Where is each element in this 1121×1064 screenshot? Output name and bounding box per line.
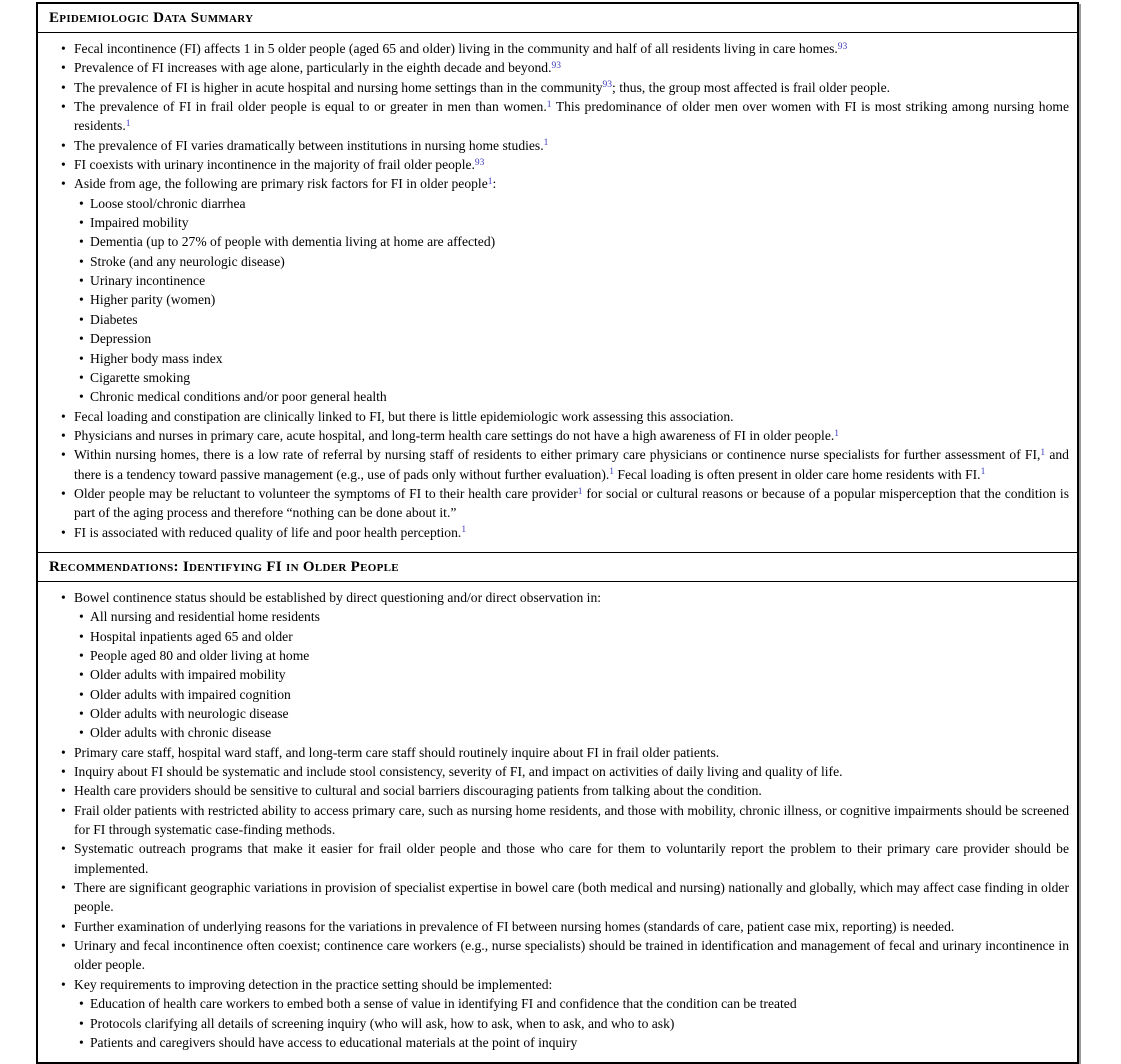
bullet-item: • Higher body mass index	[38, 349, 1069, 368]
bullet-item: • Cigarette smoking	[38, 368, 1069, 387]
reference-link[interactable]: 1	[125, 119, 131, 130]
bullet-item: • Older people may be reluctant to volunteer the symptoms of FI to their health care provider$^1$ for social or cultural reasons or because of a popular misperception that the condition is part of the aging process and therefore “nothing can be done about it.”	[38, 484, 1069, 523]
bullet-item: • Prevalence of FI increases with age alone, particularly in the eighth decade and beyond.$^{93}$	[38, 58, 1069, 77]
bullet-item: • Older adults with chronic disease	[38, 723, 1069, 742]
bullet-item: • The prevalence of FI is higher in acute hospital and nursing home settings than in the community$^{93}$; thus, the group most affected is frail older people.	[38, 78, 1069, 97]
bullet-item: • Aside from age, the following are primary risk factors for FI in older people$^1$:	[38, 174, 1069, 193]
bullet-item: • FI coexists with urinary incontinence in the majority of frail older people.$^{93}$	[38, 155, 1069, 174]
section-body	[38, 33, 1077, 552]
bullet-item: • Stroke (and any neurologic disease)	[38, 252, 1069, 271]
bullet-item: • Patients and caregivers should have access to educational materials at the point of inquiry	[38, 1033, 1069, 1052]
bullet-item: • Frail older patients with restricted ability to access primary care, such as nursing home residents, and those with mobility, chronic illness, or cognitive impairments should be screened for FI through systematic case-finding methods.	[38, 801, 1069, 840]
bullet-item: • Urinary incontinence	[38, 271, 1069, 290]
bullet-item: • Impaired mobility	[38, 213, 1069, 232]
section-body	[38, 582, 1077, 1062]
bullet-item: • All nursing and residential home residents	[38, 607, 1069, 626]
reference-link[interactable]: 1	[980, 467, 986, 478]
sections-container	[38, 4, 1077, 1062]
bullet-item: • Primary care staff, hospital ward staff, and long-term care staff should routinely inquire about FI in frail older patients.	[38, 743, 1069, 762]
section-header	[38, 552, 1077, 582]
bullet-item: • Loose stool/chronic diarrhea	[38, 194, 1069, 213]
bullet-item: • There are significant geographic variations in provision of specialist expertise in bowel care (both medical and nursing) nationally and globally, which may affect case finding in older people.	[38, 878, 1069, 917]
bullet-item: • Older adults with impaired mobility	[38, 665, 1069, 684]
reference-link[interactable]: 1	[609, 467, 615, 478]
bullet-item: • Physicians and nurses in primary care, acute hospital, and long-term health care settings do not have a high awareness of FI in older people.$^1$	[38, 426, 1069, 445]
reference-link[interactable]: 1	[577, 486, 583, 497]
bullet-item: • Key requirements to improving detection in the practice setting should be implemented:	[38, 975, 1069, 994]
bullet-item: • Older adults with neurologic disease	[38, 704, 1069, 723]
section-1	[38, 4, 1077, 552]
reference-link[interactable]: 1	[487, 177, 493, 188]
bullet-item: • Higher parity (women)	[38, 290, 1069, 309]
reference-link[interactable]: 1	[461, 525, 467, 536]
reference-link[interactable]: 93	[602, 80, 613, 91]
bullet-item: • Older adults with impaired cognition	[38, 685, 1069, 704]
bullet-item: • Diabetes	[38, 310, 1069, 329]
bullet-item: • Urinary and fecal incontinence often coexist; continence care workers (e.g., nurse specialists) should be trained in identification and management of fecal and urinary incontinence in older people.	[38, 936, 1069, 975]
bullet-item: • The prevalence of FI varies dramatically between institutions in nursing home studies.$^1$	[38, 136, 1069, 155]
reference-link[interactable]: 1	[1040, 447, 1046, 458]
bullet-item: • FI is associated with reduced quality of life and poor health perception.$^1$	[38, 523, 1069, 542]
bullet-item: • People aged 80 and older living at home	[38, 646, 1069, 665]
bullet-list	[38, 39, 1069, 542]
bullet-item: • Education of health care workers to embed both a sense of value in identifying FI and confidence that the condition can be treated	[38, 994, 1069, 1013]
reference-link[interactable]: 1	[834, 428, 840, 439]
bullet-item: • Within nursing homes, there is a low rate of referral by nursing staff of residents to either primary care physicians or continence nurse specialists for further assessment of FI,$^1$ and there is a tendency toward passive management (e.g., use of pads only without further evaluation).$^1$ Fecal loading is often present in older care home residents with FI.$^1$	[38, 445, 1069, 484]
reference-link[interactable]: 93	[551, 61, 561, 72]
section-title: Epidemiologic Data Summary	[49, 10, 254, 26]
section-2	[38, 552, 1077, 1062]
clinical-guideline-table	[36, 2, 1079, 1064]
bullet-item: • Fecal loading and constipation are clinically linked to FI, but there is little epidemiologic work assessing this association.	[38, 407, 1069, 426]
section-header	[38, 4, 1077, 33]
section-title: Recommendations: Identifying FI in Older People	[49, 558, 399, 575]
bullet-item: • Fecal incontinence (FI) affects 1 in 5 older people (aged 65 and older) living in the community and half of all residents living in care homes.$^{93}$	[38, 39, 1069, 58]
bullet-item: • Protocols clarifying all details of screening inquiry (who will ask, how to ask, when to ask, and who to ask)	[38, 1014, 1069, 1033]
bullet-item: • Depression	[38, 329, 1069, 348]
reference-link[interactable]: 93	[474, 157, 485, 168]
bullet-item: • The prevalence of FI in frail older people is equal to or greater in men than women.$^1$ This predominance of older men over women with FI is most striking among nursing home residents.$^1$	[38, 97, 1069, 136]
bullet-item: • Systematic outreach programs that make it easier for frail older people and those who care for them to voluntarily report the problem to their primary care provider should be implemented.	[38, 839, 1069, 878]
bullet-item: • Bowel continence status should be established by direct questioning and/or direct observation in:	[38, 588, 1069, 607]
bullet-item: • Further examination of underlying reasons for the variations in prevalence of FI between nursing homes (standards of care, patient case mix, reporting) is needed.	[38, 917, 1069, 936]
bullet-item: • Hospital inpatients aged 65 and older	[38, 627, 1069, 646]
bullet-item: • Inquiry about FI should be systematic and include stool consistency, severity of FI, and impact on activities of daily living and quality of life.	[38, 762, 1069, 781]
bullet-item: • Dementia (up to 27% of people with dementia living at home are affected)	[38, 232, 1069, 251]
bullet-item: • Health care providers should be sensitive to cultural and social barriers discouraging patients from talking about the condition.	[38, 781, 1069, 800]
reference-link[interactable]: 1	[543, 138, 549, 149]
reference-link[interactable]: 93	[837, 41, 848, 52]
bullet-list	[38, 588, 1069, 1052]
bullet-item: • Chronic medical conditions and/or poor general health	[38, 387, 1069, 406]
reference-link[interactable]: 1	[546, 99, 552, 110]
